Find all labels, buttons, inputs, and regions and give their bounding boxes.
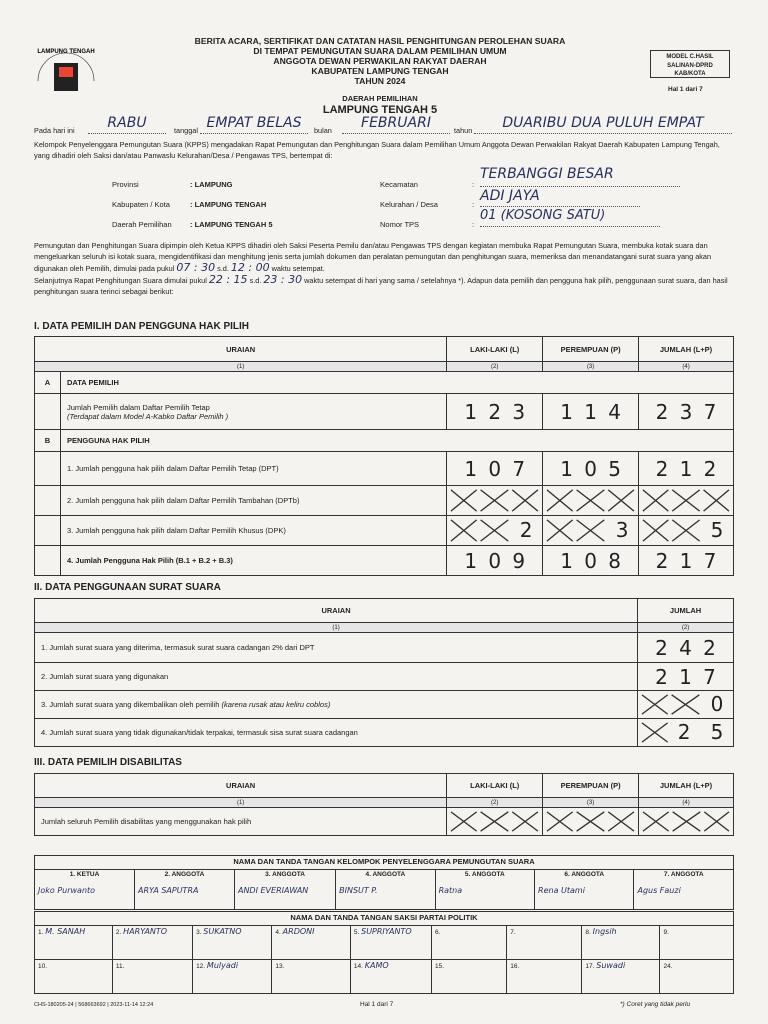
pada-hari-label: Pada hari ini	[34, 126, 75, 135]
row-label-a: A	[35, 372, 61, 394]
section-3-title: III. DATA PEMILIH DISABILITAS	[34, 757, 182, 768]
end-time-field[interactable]: 12 : 00	[230, 261, 270, 274]
dpt-p[interactable]: 1 1 4	[543, 394, 639, 430]
b2-l[interactable]	[447, 486, 543, 516]
ballot-r3-value[interactable]: 0	[638, 691, 734, 719]
saksi-sign[interactable]: 9.	[660, 926, 734, 960]
tahun-label: tahun	[454, 126, 473, 135]
saksi-signature-table	[34, 911, 734, 994]
provinsi-label: Provinsi	[112, 180, 139, 189]
tahun-field[interactable]: DUARIBU DUA PULUH EMPAT	[474, 115, 732, 134]
section-a-title: DATA PEMILIH	[60, 372, 733, 394]
waktu-label: waktu setempat.	[271, 264, 325, 273]
col-jumlah: JUMLAH (L+P)	[639, 337, 734, 362]
bulan-label: bulan	[314, 126, 332, 135]
dpt-j[interactable]: 2 3 7	[639, 394, 734, 430]
title-line-4: KABUPATEN LAMPUNG TENGAH	[311, 66, 449, 76]
process-paragraph	[34, 240, 734, 297]
saksi-sign[interactable]: 7.	[507, 926, 582, 960]
b4-l[interactable]: 1 0 9	[447, 546, 543, 576]
crossed-out-icon	[447, 486, 542, 515]
intro-paragraph: Kelompok Penyelenggara Pemungutan Suara (KPPS) mengadakan Rapat Pemungutan dan Penghitungan Suara dalam Pemilihan Umum Anggota Dewan Perwakilan Rakyat Daerah Kabupaten Lampung Tengah, yang dihadiri oleh Saksi dan/atau Panwaslu Kelurahan/Desa / Pengawas TPS, bertempat di:	[34, 140, 720, 160]
row-label-b: B	[35, 430, 61, 452]
saksi-sign[interactable]: 11.	[112, 960, 192, 994]
colnum: (4)	[639, 798, 734, 808]
ballot-r2-value[interactable]: 2 1 7	[638, 663, 734, 691]
disability-label: Jumlah seluruh Pemilih disabilitas yang menggunakan hak pilih	[35, 808, 447, 836]
b3-p[interactable]: 3	[543, 516, 639, 546]
col-uraian: URAIAN	[35, 337, 447, 362]
b2-p[interactable]	[543, 486, 639, 516]
tps-label: Nomor TPS	[380, 220, 420, 229]
b2-label: 2. Jumlah pengguna hak pilih dalam Daftar Pemilih Tambahan (DPTb)	[60, 486, 446, 516]
kpps-sign-7[interactable]: 7. ANGGOTA Agus Fauzi	[634, 870, 734, 910]
b3-l[interactable]: 2	[447, 516, 543, 546]
ballot-usage-table	[34, 598, 734, 747]
footer-page: Hal 1 dari 7	[360, 1001, 394, 1008]
kpu-logo	[30, 45, 102, 93]
dapil-title: LAMPUNG TENGAH 5	[322, 104, 438, 116]
section-b-title: PENGGUNA HAK PILIH	[60, 430, 733, 452]
title-line-5: TAHUN 2024	[354, 76, 406, 86]
kelurahan-field[interactable]: ADI JAYA	[480, 188, 640, 207]
model-line: SALINAN-DPRD	[667, 62, 713, 69]
b2-j[interactable]	[639, 486, 734, 516]
saksi-sign[interactable]: 12. Mulyadi	[193, 960, 272, 994]
saksi-sign[interactable]: 6.	[431, 926, 506, 960]
dpt-l[interactable]: 1 2 3	[447, 394, 543, 430]
count-text-start: Selanjutnya Rapat Penghitungan Suara dimulai pukul	[34, 276, 207, 285]
dpt-sub: (Terdapat dalam Model A-Kabko Daftar Pemilih )	[66, 411, 229, 421]
disability-table	[34, 773, 734, 836]
b4-p[interactable]: 1 0 8	[543, 546, 639, 576]
section-1-title: I. DATA PEMILIH DAN PENGGUNA HAK PILIH	[34, 321, 249, 332]
sd-label-2: s.d.	[249, 276, 262, 285]
b1-j[interactable]: 2 1 2	[639, 452, 734, 486]
kecamatan-field[interactable]: TERBANGGI BESAR	[480, 166, 680, 187]
col-perempuan-3: PEREMPUAN (P)	[543, 774, 639, 798]
title-line-1: BERITA ACARA, SERTIFIKAT DAN CATATAN HASIL PENGHITUNGAN PEROLEHAN SUARA	[194, 36, 566, 46]
kpps-sign-1[interactable]: 1. KETUA Joko Purwanto	[35, 870, 135, 910]
saksi-sign[interactable]: 24.	[660, 960, 734, 994]
col-jumlah-2: JUMLAH	[638, 599, 734, 623]
disability-j[interactable]	[639, 808, 734, 836]
b1-l[interactable]: 1 0 7	[447, 452, 543, 486]
colnum: (2)	[447, 798, 543, 808]
logo-text: LAMPUNG TENGAH	[37, 49, 95, 55]
colnum: (1)	[35, 623, 638, 633]
title-line-3: ANGGOTA DEWAN PERWAKILAN RAKYAT DAERAH	[273, 56, 487, 66]
saksi-sign[interactable]: 5. SUPRIYANTO	[350, 926, 431, 960]
b1-p[interactable]: 1 0 5	[543, 452, 639, 486]
page-indicator: Hal 1 dari 7	[668, 86, 703, 93]
tanggal-field[interactable]: EMPAT BELAS	[200, 115, 308, 134]
dpt-label	[60, 394, 446, 430]
kpps-sign-3[interactable]: 3. ANGGOTA ANDI EVERIAWAN	[234, 870, 335, 910]
colnum: (1)	[35, 362, 447, 372]
kpps-title: NAMA DAN TANDA TANGAN KELOMPOK PENYELENGGARA PEMUNGUTAN SUARA	[35, 856, 734, 870]
footer-id: CHS-180205-24 | 568663692 | 2023-11-14 12:24	[34, 1002, 154, 1008]
saksi-sign[interactable]: 4. ARDONI	[272, 926, 350, 960]
voter-data-table	[34, 336, 734, 576]
col-perempuan: PEREMPUAN (P)	[543, 337, 639, 362]
dapil-row-value: : LAMPUNG TENGAH 5	[190, 220, 273, 229]
saksi-sign[interactable]: 16.	[507, 960, 582, 994]
saksi-sign[interactable]: 14. KAMO	[350, 960, 431, 994]
col-laki-3: LAKI-LAKI (L)	[447, 774, 543, 798]
b4-j[interactable]: 2 1 7	[639, 546, 734, 576]
crossed-out-icon	[543, 808, 638, 835]
col-laki: LAKI-LAKI (L)	[447, 337, 543, 362]
crossed-out-icon	[447, 808, 542, 835]
model-line: KAB/KOTA	[674, 71, 706, 77]
crossed-out-icon	[639, 486, 733, 515]
saksi-title: NAMA DAN TANDA TANGAN SAKSI PARTAI POLITIK	[35, 912, 734, 926]
saksi-sign[interactable]: 13.	[272, 960, 350, 994]
count-text-end: waktu setempat di hari yang sama / setelahnya *). Adapun data pemilih dan pengguna hak pilih, penggunaan surat suara, dan hasil penghitungan suara terinci sebagai berikut:	[34, 276, 728, 296]
colnum: (3)	[543, 798, 639, 808]
ballot-r2-label: 2. Jumlah surat suara yang digunakan	[35, 663, 638, 691]
kpps-sign-5[interactable]: 5. ANGGOTA Ratna	[435, 870, 534, 910]
disability-p[interactable]	[543, 808, 639, 836]
title-line-2: DI TEMPAT PEMUNGUTAN SUARA DALAM PEMILIHAN UMUM	[253, 46, 507, 56]
b1-label: 1. Jumlah pengguna hak pilih dalam Daftar Pemilih Tetap (DPT)	[60, 452, 446, 486]
saksi-sign[interactable]: 1. M. SANAH	[35, 926, 113, 960]
ballot-r1-value[interactable]: 2 4 2	[638, 633, 734, 663]
count-start-field[interactable]: 22 : 15	[208, 273, 248, 286]
saksi-sign[interactable]: 2. HARYANTO	[112, 926, 192, 960]
kpps-signature-table	[34, 855, 734, 910]
start-time-field[interactable]: 07 : 30	[176, 261, 216, 274]
count-end-field[interactable]: 23 : 30	[263, 273, 303, 286]
process-text: Pemungutan dan Penghitungan Suara dipimpin oleh Ketua KPPS dihadiri oleh Saksi Peserta Pemilu dan/atau Pengawas TPS dengan kegiatan membuka Rapat Pemungutan Suara, membuka kotak suara dan mengeluarkan seluruh isi kotak suara, mengidentifikasi dan menghitung jenis serta jumlah dokumen dan peralatan pemungutan dan penghitungan suara, memeriksa dan menandatangani surat suara yang akan digunakan oleh Pemilih, dimulai pada pukul	[34, 241, 712, 273]
provinsi-value: : LAMPUNG	[190, 180, 233, 189]
kabupaten-label: Kabupaten / Kota	[112, 200, 170, 209]
section-2-title: II. DATA PENGGUNAAN SURAT SUARA	[34, 582, 221, 593]
saksi-sign[interactable]: 17. Suwadi	[582, 960, 660, 994]
kecamatan-label: Kecamatan	[380, 180, 418, 189]
b4-label: 4. Jumlah Pengguna Hak Pilih (B.1 + B.2 + B.3)	[60, 546, 446, 576]
model-box	[650, 50, 730, 78]
kpps-sign-4[interactable]: 4. ANGGOTA BINSUT P.	[336, 870, 435, 910]
kabupaten-value: : LAMPUNG TENGAH	[190, 200, 267, 209]
crossed-out-icon	[639, 808, 733, 835]
ballot-r4-label: 4. Jumlah surat suara yang tidak digunakan/tidak terpakai, termasuk sisa surat suara cadangan	[35, 719, 638, 747]
colnum: (3)	[543, 362, 639, 372]
model-line: MODEL C.HASIL	[666, 54, 714, 60]
colnum: (1)	[35, 798, 447, 808]
b3-label: 3. Jumlah pengguna hak pilih dalam Daftar Pemilih Khusus (DPK)	[60, 516, 446, 546]
b3-j[interactable]: 5	[639, 516, 734, 546]
colnum: (4)	[639, 362, 734, 372]
saksi-sign[interactable]: 10.	[35, 960, 113, 994]
col-uraian-3: URAIAN	[35, 774, 447, 798]
col-uraian-2: URAIAN	[35, 599, 638, 623]
col-jumlah-3: JUMLAH (L+P)	[639, 774, 734, 798]
logo-sub: KOMISI	[59, 59, 73, 63]
saksi-sign[interactable]: 3. SUKATNO	[193, 926, 272, 960]
colnum: (2)	[447, 362, 543, 372]
kelurahan-label: Kelurahan / Desa	[380, 200, 438, 209]
colnum: (2)	[638, 623, 734, 633]
hari-field[interactable]: RABU	[88, 115, 166, 134]
ballot-r4-value[interactable]: 2 5	[638, 719, 734, 747]
kpps-sign-6[interactable]: 6. ANGGOTA Rena Utami	[535, 870, 634, 910]
disability-l[interactable]	[447, 808, 543, 836]
tanggal-label: tanggal	[174, 126, 198, 135]
crossed-out-icon	[543, 486, 638, 515]
saksi-sign[interactable]: 8. Ingsih	[582, 926, 660, 960]
ballot-r3-label: 3. Jumlah surat suara yang dikembalikan oleh pemilih (karena rusak atau keliru coblos)	[35, 691, 638, 719]
tps-field[interactable]: 01 (KOSONG SATU)	[480, 208, 660, 227]
kpps-sign-2[interactable]: 2. ANGGOTA ARYA SAPUTRA	[135, 870, 235, 910]
bulan-field[interactable]: FEBRUARI	[342, 115, 450, 134]
dpt-text: Jumlah Pemilih dalam Daftar Pemilih Tetap	[66, 402, 210, 412]
saksi-sign[interactable]: 15.	[431, 960, 506, 994]
dapil-row-label: Daerah Pemilihan	[112, 220, 172, 229]
sd-label: s.d.	[217, 264, 229, 273]
footer-note: *) Coret yang tidak perlu	[620, 1001, 691, 1008]
ballot-r1-label: 1. Jumlah surat suara yang diterima, termasuk surat suara cadangan 2% dari DPT	[35, 633, 638, 663]
dapil-label: DAERAH PEMILIHAN	[342, 94, 418, 103]
kpu-seal-icon	[30, 45, 102, 105]
